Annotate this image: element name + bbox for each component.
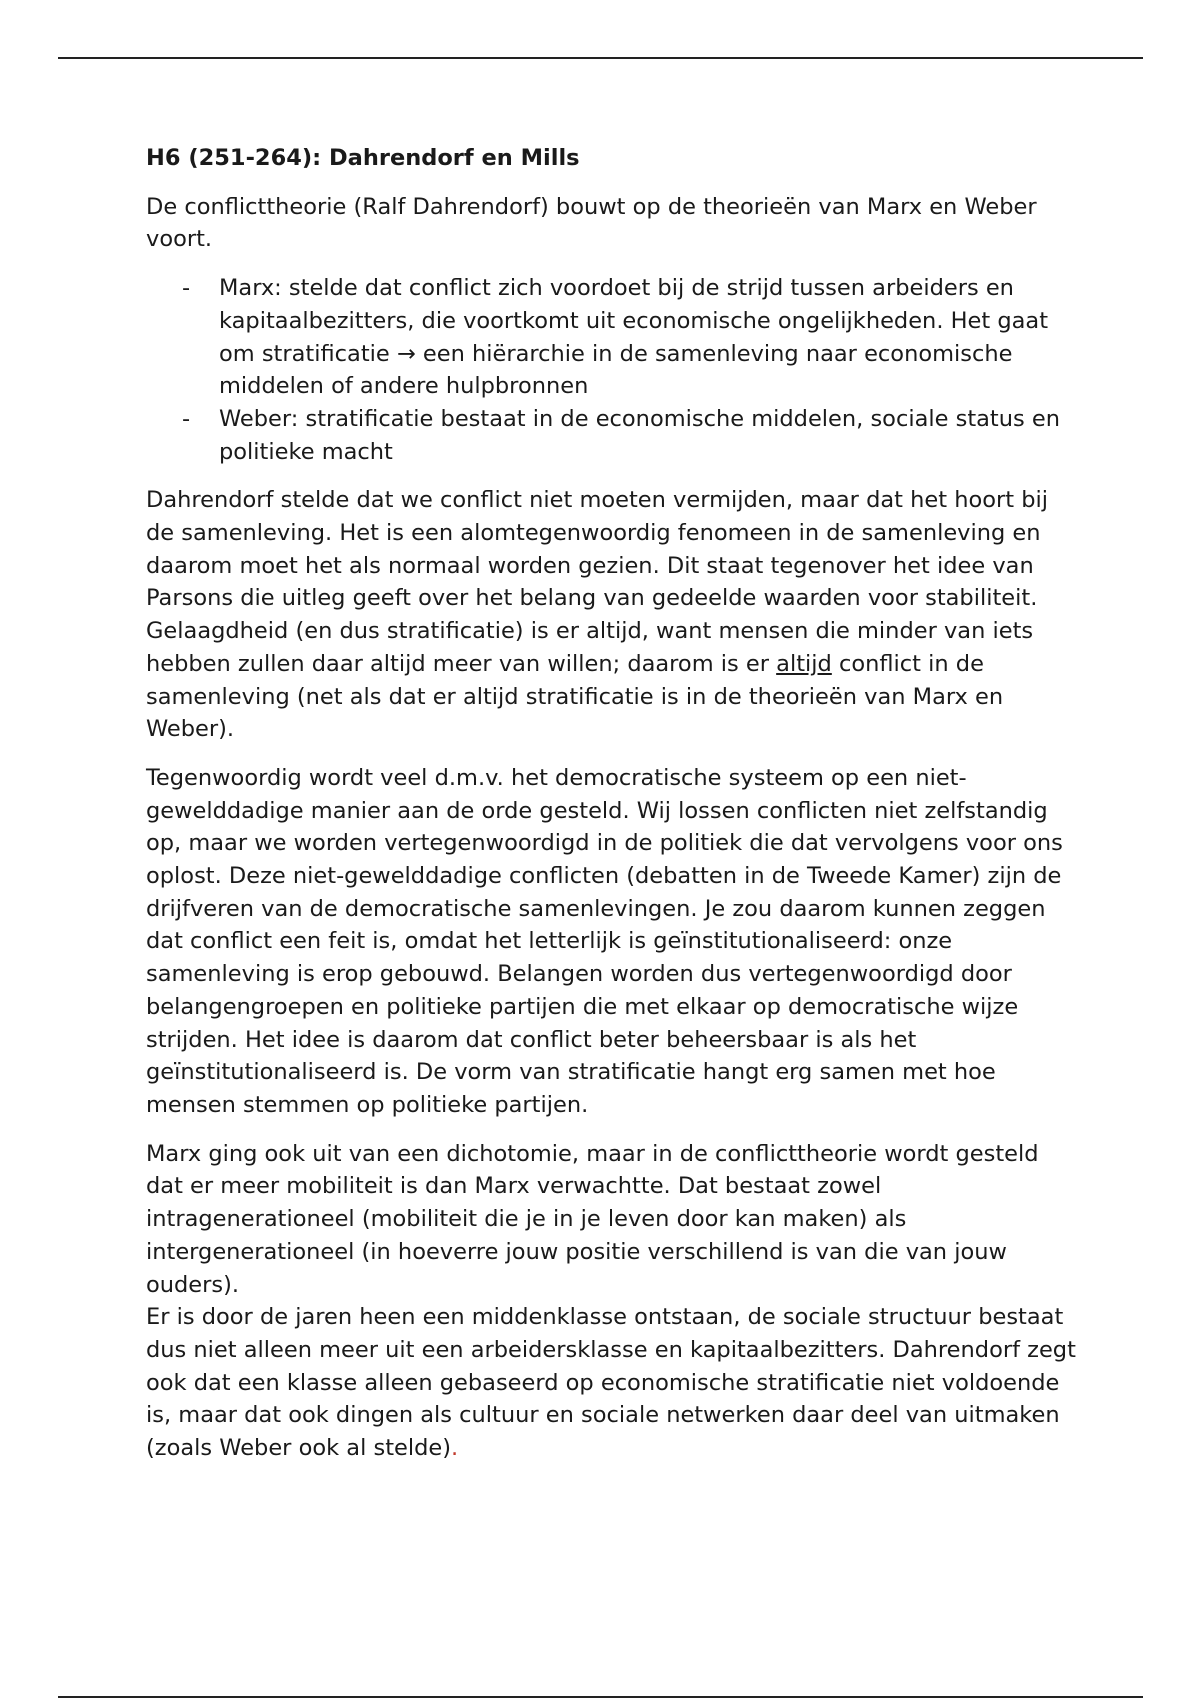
dash-bullet: - xyxy=(182,405,191,432)
footer-rule xyxy=(58,1696,1143,1698)
paragraph-text: Er is door de jaren heen een middenklasse ontstaan, de sociale structuur bestaat dus niet alleen meer uit een arbeidersklasse en kapitaalbezitters. Dahrendorf zegt ook dat een klasse alleen gebaseerd op economische stratificatie niet voldoende is, maar dat ook dingen als cultuur en sociale netwerken daar deel van uitmaken (zoals Weber ook al stelde) xyxy=(146,1304,1076,1462)
header-rule xyxy=(58,57,1143,59)
paragraph-democracy: Tegenwoordig wordt veel d.m.v. het democratische systeem op een niet-gewelddadige manier aan de orde gesteld. Wij lossen conflicten niet zelfstandig op, maar we worden vertegenwoordigd in de politiek die dat vervolgens voor ons oplost. Deze niet-gewelddadige conflicten (debatten in de Tweede Kamer) zijn de drijfveren van de democratische samenlevingen. Je zou daarom kunnen zeggen dat conflict een feit is, omdat het letterlijk is geïnstitutionaliseerd: onze samenleving is erop gebouwd. Belangen worden dus vertegenwoordigd door belangengroepen en politieke partijen die met elkaar op democratische wijze strijden. Het idee is daarom dat conflict beter beheersbaar is als het geïnstitutionaliseerd is. De vorm van stratificatie hangt erg samen met hoe mensen stemmen op politieke partijen. xyxy=(146,764,1063,1118)
intro-paragraph: De conflicttheorie (Ralf Dahrendorf) bouwt op de theorieën van Marx en Weber voort. xyxy=(146,193,1037,253)
theorist-list xyxy=(146,272,1076,468)
paragraph-dahrendorf-conflict: Dahrendorf stelde dat we conflict niet moeten vermijden, maar dat het hoort bij de samenleving. Het is een alomtegenwoordig fenomeen in de samenleving en daarom moet het als normaal worden gezien. Dit staat tegenover het idee van Parsons die uitleg geeft over het belang van gedeelde waarden voor stabiliteit. xyxy=(146,487,1048,612)
paragraph-middle-class xyxy=(146,1301,1076,1465)
dash-bullet: - xyxy=(182,275,191,302)
paragraph-text: conflict in de samenleving (net als dat er altijd stratificatie is in de theorieën van Marx en Weber). xyxy=(146,650,1004,743)
list-item xyxy=(182,403,1076,468)
list-item xyxy=(182,272,1076,403)
section-heading: H6 (251-264): Dahrendorf en Mills xyxy=(146,145,580,171)
list-item-text: Marx: stelde dat conflict zich voordoet bij de strijd tussen arbeiders en kapitaalbezitters, die voortkomt uit economische ongelijkheden. Het gaat om stratificatie → een hiërarchie in de samenleving naar economische middelen of andere hulpbronnen xyxy=(219,275,1049,400)
paragraph-text: Gelaagdheid (en dus stratificatie) is er altijd, want mensen die minder van iets hebben zullen daar altijd meer van willen; daarom is er xyxy=(146,618,1034,677)
document-body xyxy=(146,142,1076,1481)
end-mark: . xyxy=(451,1435,459,1462)
underlined-word: altijd xyxy=(776,650,832,677)
paragraph-gelaagdheid xyxy=(146,615,1076,746)
list-item-text: Weber: stratificatie bestaat in de economische middelen, sociale status en politieke macht xyxy=(219,405,1060,465)
paragraph-mobility: Marx ging ook uit van een dichotomie, maar in de conflicttheorie wordt gesteld dat er meer mobiliteit is dan Marx verwachtte. Dat bestaat zowel intragenerationeel (mobiliteit die je in je leven door kan maken) als intergenerationeel (in hoeverre jouw positie verschillend is van die van jouw ouders). xyxy=(146,1140,1039,1298)
